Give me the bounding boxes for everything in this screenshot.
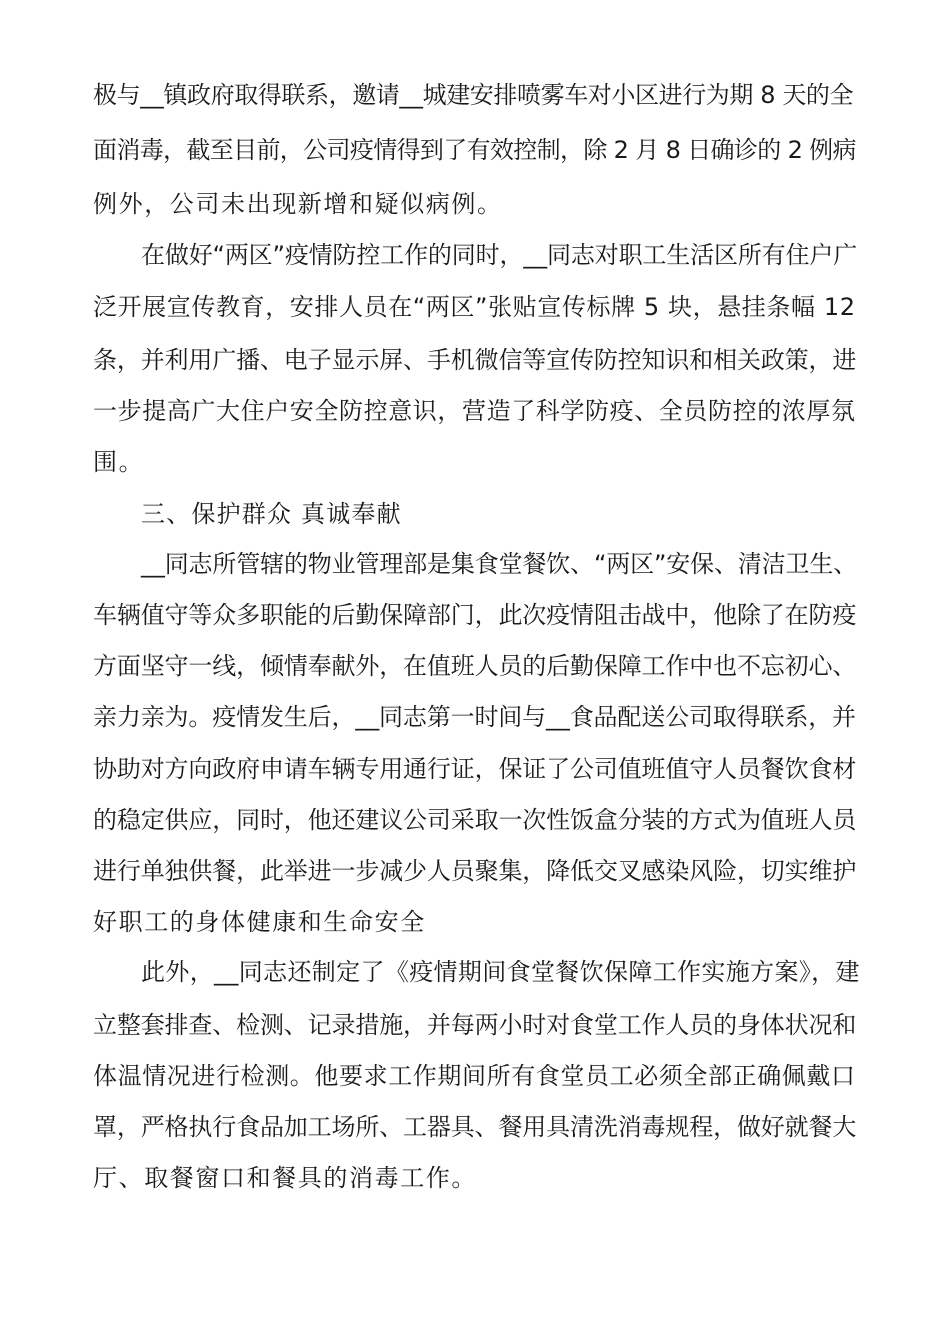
body-text-line: 一步提高广大住户安全防控意识，营造了科学防疫、全员防控的浓厚氛 — [93, 397, 856, 425]
body-text-line: 例外，公司未出现新增和疑似病例。 — [93, 190, 503, 218]
body-text-line: 围。 — [93, 448, 145, 476]
body-text-line: 面消毒，截至目前，公司疫情得到了有效控制，除 2 月 8 日确诊的 2 例病 — [93, 136, 856, 164]
body-text-line: __同志所管辖的物业管理部是集食堂餐饮、“两区”安保、清洁卫生、 — [141, 550, 858, 578]
body-text-line: 车辆值守等众多职能的后勤保障部门，此次疫情阻击战中，他除了在防疫 — [93, 601, 857, 629]
body-text-line: 此外，__同志还制定了《疫情期间食堂餐饮保障工作实施方案》，建 — [141, 958, 860, 986]
body-text-line: 在做好“两区”疫情防控工作的同时，__同志对职工生活区所有住户广 — [141, 241, 858, 269]
body-text-line: 厅、取餐窗口和餐具的消毒工作。 — [93, 1164, 477, 1192]
body-text-line: 进行单独供餐，此举进一步减少人员聚集，降低交叉感染风险，切实维护 — [93, 857, 857, 885]
body-text-line: 好职工的身体健康和生命安全 — [93, 908, 426, 936]
body-text-line: 亲力亲为。疫情发生后，__同志第一时间与__食品配送公司取得联系，并 — [93, 703, 856, 731]
section-heading: 三、保护群众 真诚奉献 — [141, 500, 402, 528]
body-text-line: 立整套排查、检测、记录措施，并每两小时对食堂工作人员的身体状况和 — [93, 1011, 857, 1039]
body-text-line: 方面坚守一线，倾情奉献外，在值班人员的后勤保障工作中也不忘初心、 — [93, 652, 857, 680]
body-text-line: 极与__镇政府取得联系，邀请__城建安排喷雾车对小区进行为期 8 天的全 — [93, 81, 854, 109]
body-text-line: 条，并利用广播、电子显示屏、手机微信等宣传防控知识和相关政策，进 — [93, 346, 857, 374]
body-text-line: 协助对方向政府申请车辆专用通行证，保证了公司值班值守人员餐饮食材 — [93, 755, 857, 783]
body-text-line: 罩，严格执行食品加工场所、工器具、餐用具清洗消毒规程，做好就餐大 — [93, 1113, 857, 1141]
body-text-line: 体温情况进行检测。他要求工作期间所有食堂员工必须全部正确佩戴口 — [93, 1062, 856, 1090]
body-text-line: 的稳定供应，同时，他还建议公司采取一次性饭盒分装的方式为值班人员 — [93, 806, 857, 834]
body-text-line: 泛开展宣传教育，安排人员在“两区”张贴宣传标牌 5 块，悬挂条幅 12 — [93, 293, 856, 321]
